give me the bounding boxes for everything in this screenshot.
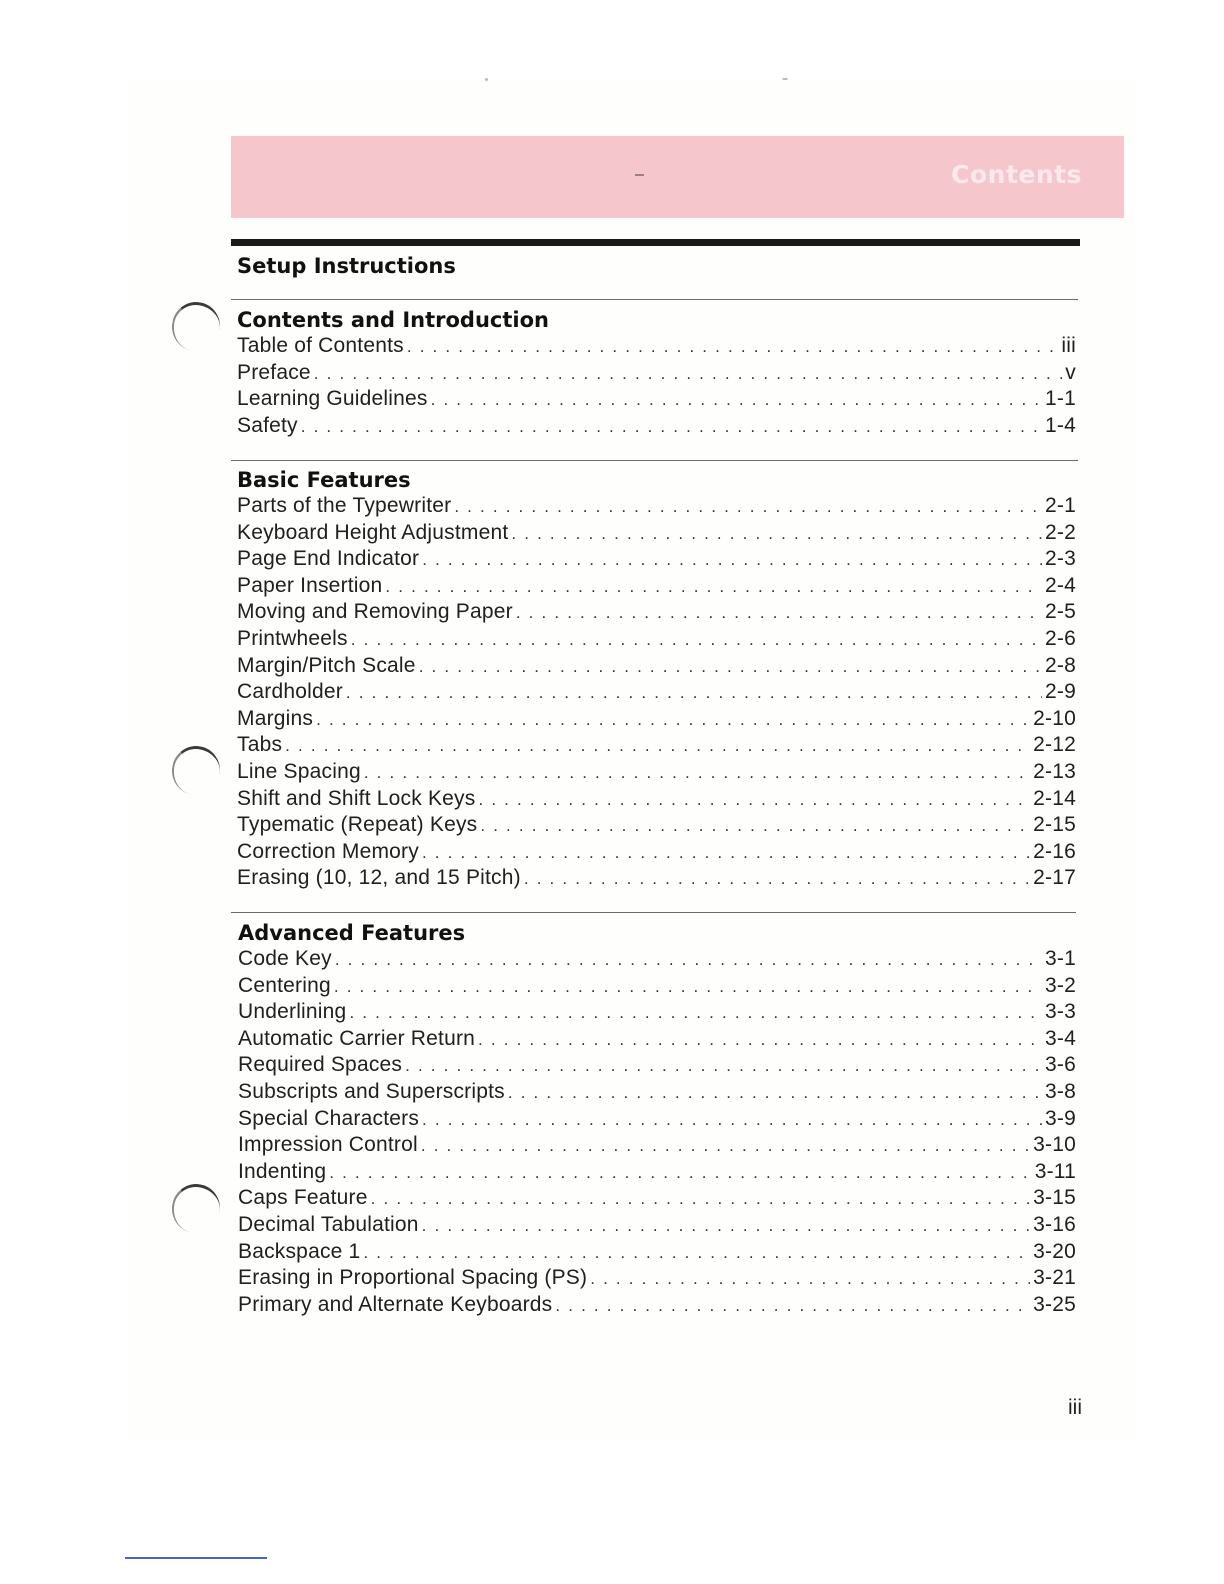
toc-entry — [237, 760, 1076, 787]
dot-leader — [478, 1030, 1042, 1050]
toc-page-number: 3-1 — [1045, 947, 1076, 970]
toc-page-number: 2-4 — [1045, 573, 1076, 597]
toc-label: Shift and Shift Lock Keys — [237, 786, 476, 810]
toc-page-number: 2-16 — [1033, 839, 1076, 863]
contents-banner — [231, 136, 1124, 218]
dot-leader — [301, 417, 1042, 437]
banner-mark — [635, 174, 644, 176]
toc-page-number: 2-8 — [1045, 653, 1076, 677]
toc-entry — [237, 627, 1076, 654]
toc-page-number: 3-10 — [1033, 1133, 1076, 1157]
toc-entry — [238, 1266, 1076, 1293]
toc-label: Table of Contents — [237, 334, 404, 357]
toc-page-number: 3-16 — [1033, 1212, 1076, 1236]
section-divider — [231, 299, 1078, 300]
toc-label: Code Key — [238, 947, 332, 970]
section-title-contents-introduction: Contents and Introduction — [237, 308, 549, 332]
toc-label: Parts of the Typewriter — [237, 494, 452, 517]
dot-leader — [422, 843, 1030, 863]
toc-entry — [238, 1240, 1076, 1267]
toc-entry — [237, 574, 1076, 601]
toc-page-number: 2-13 — [1033, 759, 1076, 783]
toc-entry — [238, 1027, 1076, 1054]
toc-entry — [237, 521, 1076, 548]
heavy-divider — [231, 239, 1080, 246]
dot-leader — [334, 977, 1042, 997]
toc-page-number: 3-8 — [1045, 1079, 1076, 1103]
toc-page-number: 3-9 — [1045, 1106, 1076, 1130]
dot-leader — [351, 630, 1042, 650]
toc-list-basic-features — [237, 494, 1076, 893]
section-divider — [231, 460, 1078, 461]
toc-label: Centering — [238, 973, 331, 997]
dot-leader — [511, 524, 1042, 544]
dot-leader — [422, 550, 1042, 570]
toc-label: Erasing (10, 12, and 15 Pitch) — [237, 866, 521, 890]
toc-label: Required Spaces — [238, 1053, 403, 1077]
toc-label: Line Spacing — [237, 759, 361, 783]
toc-entry — [238, 974, 1076, 1001]
dot-leader — [405, 1056, 1042, 1076]
toc-page-number: 1-1 — [1045, 387, 1076, 411]
toc-entry — [238, 1000, 1076, 1027]
toc-page-number: 2-5 — [1045, 600, 1076, 624]
toc-entry — [237, 547, 1076, 574]
dot-leader — [316, 710, 1030, 730]
dot-leader — [516, 603, 1042, 623]
toc-label: Safety — [237, 413, 298, 437]
toc-page-number: 3-4 — [1045, 1026, 1076, 1050]
scan-speck — [782, 78, 788, 80]
toc-entry — [237, 361, 1076, 388]
toc-entry — [237, 733, 1076, 760]
dot-leader — [419, 657, 1042, 677]
dot-leader — [421, 1136, 1030, 1156]
toc-entry — [237, 414, 1076, 441]
toc-entry — [237, 866, 1076, 893]
toc-entry — [238, 947, 1076, 974]
toc-label: Indenting — [238, 1159, 327, 1183]
toc-entry — [237, 680, 1076, 707]
toc-label: Tabs — [237, 733, 283, 757]
toc-page-number: iii — [1061, 334, 1076, 357]
toc-page-number: 3-25 — [1033, 1292, 1076, 1316]
dot-leader — [524, 869, 1030, 889]
toc-label: Learning Guidelines — [237, 387, 428, 411]
dot-leader — [314, 364, 1063, 384]
toc-page-number: 1-4 — [1045, 413, 1076, 437]
dot-leader — [335, 950, 1042, 970]
dot-leader — [508, 1083, 1042, 1103]
toc-entry — [237, 707, 1076, 734]
toc-label: Correction Memory — [237, 839, 419, 863]
toc-label: Cardholder — [237, 680, 343, 704]
toc-label: Backspace 1 — [238, 1239, 361, 1263]
toc-entry — [237, 600, 1076, 627]
toc-page-number: 2-17 — [1033, 866, 1076, 890]
dot-leader — [454, 497, 1042, 517]
toc-entry — [238, 1107, 1076, 1134]
toc-entry — [237, 813, 1076, 840]
toc-label: Paper Insertion — [237, 573, 383, 597]
toc-page-number: 2-10 — [1033, 706, 1076, 730]
toc-label: Keyboard Height Adjustment — [237, 520, 509, 544]
toc-label: Typematic (Repeat) Keys — [237, 813, 478, 837]
toc-label: Subscripts and Superscripts — [238, 1079, 505, 1103]
dot-leader — [555, 1296, 1030, 1316]
toc-label: Page End Indicator — [237, 547, 420, 571]
toc-entry — [237, 654, 1076, 681]
toc-entry — [238, 1080, 1076, 1107]
toc-entry — [238, 1160, 1076, 1187]
toc-page-number: 3-21 — [1033, 1266, 1076, 1290]
toc-page-number: 3-2 — [1045, 973, 1076, 997]
toc-page-number: v — [1065, 360, 1076, 384]
toc-page-number: 2-15 — [1033, 813, 1076, 837]
toc-list-advanced-features — [238, 947, 1076, 1319]
toc-label: Preface — [237, 360, 311, 384]
dot-leader — [431, 390, 1042, 410]
toc-label: Printwheels — [237, 626, 348, 650]
toc-entry — [238, 1053, 1076, 1080]
toc-entry — [237, 787, 1076, 814]
toc-entry — [237, 494, 1076, 521]
toc-entry — [237, 387, 1076, 414]
dot-leader — [364, 763, 1030, 783]
toc-page-number: 2-14 — [1033, 786, 1076, 810]
toc-page-number: 2-3 — [1045, 547, 1076, 571]
section-title-basic-features: Basic Features — [237, 468, 411, 492]
dot-leader — [285, 736, 1030, 756]
dot-leader — [590, 1269, 1030, 1289]
toc-entry — [238, 1293, 1076, 1320]
toc-label: Automatic Carrier Return — [238, 1026, 476, 1050]
toc-label: Special Characters — [238, 1106, 420, 1130]
dot-leader — [363, 1243, 1030, 1263]
dot-leader — [422, 1110, 1042, 1130]
toc-page-number: 2-9 — [1045, 680, 1076, 704]
toc-page-number: 3-3 — [1045, 1000, 1076, 1024]
toc-entry — [237, 334, 1076, 361]
toc-page-number: 3-6 — [1045, 1053, 1076, 1077]
toc-entry — [238, 1213, 1076, 1240]
toc-entry — [238, 1186, 1076, 1213]
toc-page-number: 3-11 — [1034, 1159, 1076, 1183]
toc-label: Erasing in Proportional Spacing (PS) — [238, 1266, 588, 1290]
toc-entry — [238, 1133, 1076, 1160]
dot-leader — [407, 337, 1059, 357]
section-title-advanced-features: Advanced Features — [238, 921, 466, 945]
banner-title: Contents — [951, 160, 1082, 189]
dot-leader — [480, 816, 1030, 836]
toc-label: Margins — [237, 706, 314, 730]
toc-page-number: 2-1 — [1045, 494, 1076, 517]
page-number: iii — [1068, 1396, 1082, 1419]
toc-page-number: 3-15 — [1033, 1186, 1076, 1210]
dot-leader — [422, 1216, 1031, 1236]
toc-entry — [237, 840, 1076, 867]
toc-label: Margin/Pitch Scale — [237, 653, 416, 677]
toc-label: Caps Feature — [238, 1186, 368, 1210]
dot-leader — [346, 683, 1042, 703]
setup-instructions-title: Setup Instructions — [237, 254, 456, 278]
toc-label: Moving and Removing Paper — [237, 600, 513, 624]
toc-label: Impression Control — [238, 1133, 418, 1157]
toc-label: Decimal Tabulation — [238, 1212, 419, 1236]
toc-page-number: 3-20 — [1033, 1239, 1076, 1263]
toc-page-number: 2-12 — [1033, 733, 1076, 757]
toc-label: Primary and Alternate Keyboards — [238, 1292, 553, 1316]
toc-page-number: 2-2 — [1045, 520, 1076, 544]
dot-leader — [385, 577, 1042, 597]
toc-page-number: 2-6 — [1045, 626, 1076, 650]
dot-leader — [349, 1003, 1042, 1023]
toc-label: Underlining — [238, 1000, 347, 1024]
dot-leader — [478, 790, 1030, 810]
dot-leader — [329, 1163, 1032, 1183]
scan-speck — [485, 78, 488, 81]
section-divider — [231, 912, 1076, 913]
scan-edge-line — [125, 1557, 267, 1559]
toc-list-contents-introduction — [237, 334, 1076, 440]
dot-leader — [371, 1189, 1031, 1209]
